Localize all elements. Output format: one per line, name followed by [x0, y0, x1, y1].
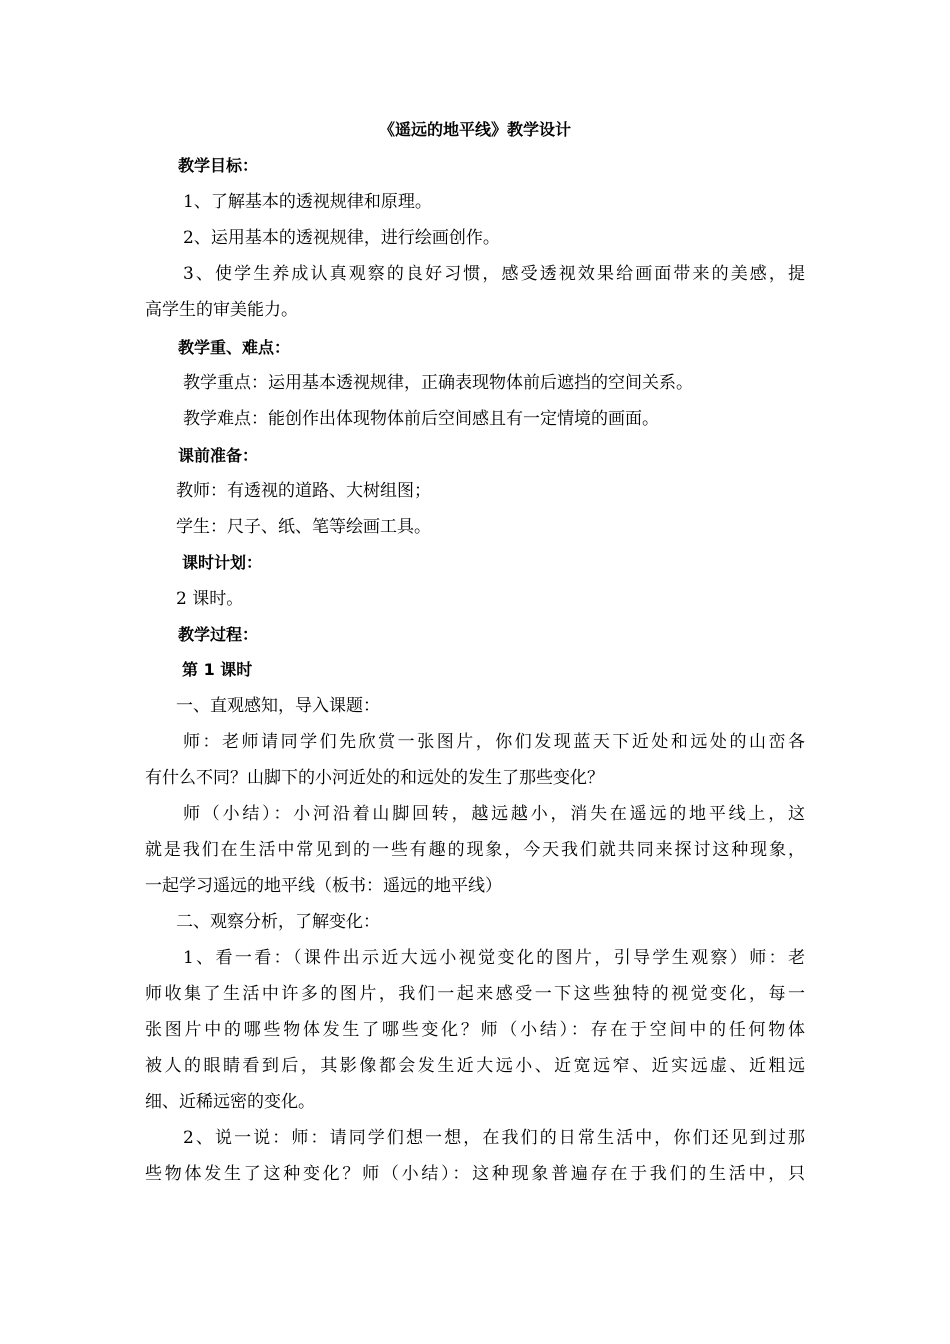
step-2-p1-line-3: 张图片中的哪些物体发生了哪些变化？师（小结）：存在于空间中的任何物体 [145, 1020, 805, 1040]
goal-3-line-2: 高学生的审美能力。 [145, 300, 298, 320]
key-difficult-heading: 教学重、难点： [178, 338, 291, 357]
step-2-heading: 二、观察分析，了解变化： [176, 912, 380, 932]
key-point: 教学重点：运用基本透视规律，正确表现物体前后遮挡的空间关系。 [183, 373, 693, 393]
step-2-p1-line-4: 被人的眼睛看到后，其影像都会发生近大远小、近宽远窄、近实远虚、近粗远 [145, 1056, 805, 1076]
step-2-p2-line-1: 2、说一说：师：请同学们想一想，在我们的日常生活中，你们还见到过那 [183, 1128, 805, 1148]
prep-teacher: 教师：有透视的道路、大树组图； [176, 481, 431, 501]
step-2-p1-line-5: 细、近稀远密的变化。 [145, 1092, 315, 1112]
goal-3-line-1: 3、使学生养成认真观察的良好习惯，感受透视效果给画面带来的美感，提 [183, 264, 805, 284]
goal-2: 2、运用基本的透视规律，进行绘画创作。 [183, 228, 500, 248]
step-1-p1-line-1: 师：老师请同学们先欣赏一张图片，你们发现蓝天下近处和远处的山峦各 [183, 732, 805, 752]
step-1-p2-line-3: 一起学习遥远的地平线（板书：遥远的地平线） [145, 876, 502, 896]
goal-1: 1、了解基本的透视规律和原理。 [183, 192, 432, 212]
prep-student: 学生：尺子、纸、笔等绘画工具。 [176, 517, 431, 537]
step-1-p1-line-2: 有什么不同？山脚下的小河近处的和远处的发生了那些变化？ [145, 768, 604, 788]
prep-heading: 课前准备： [178, 446, 259, 465]
step-2-p2-line-2: 些物体发生了这种变化？师（小结）：这种现象普遍存在于我们的生活中，只 [145, 1164, 805, 1184]
difficult-point: 教学难点：能创作出体现物体前后空间感且有一定情境的画面。 [183, 409, 659, 429]
step-1-p2-line-2: 就是我们在生活中常见到的一些有趣的现象，今天我们就共同来探讨这种现象， [145, 840, 805, 860]
process-heading: 教学过程： [178, 625, 259, 644]
document-title: 《遥远的地平线》教学设计 [378, 120, 571, 139]
plan-value: 2 课时。 [176, 589, 244, 609]
lesson-1-heading: 第 1 课时 [182, 660, 253, 679]
step-1-p2-line-1: 师（小结）：小河沿着山脚回转，越远越小，消失在遥远的地平线上，这 [183, 804, 805, 824]
goals-heading: 教学目标： [178, 156, 259, 175]
plan-heading: 课时计划： [182, 553, 263, 572]
step-2-p1-line-1: 1、看一看：（课件出示近大远小视觉变化的图片，引导学生观察）师：老 [183, 948, 805, 968]
step-2-p1-line-2: 师收集了生活中许多的图片，我们一起来感受一下这些独特的视觉变化，每一 [145, 984, 805, 1004]
step-1-heading: 一、直观感知，导入课题： [176, 696, 380, 716]
